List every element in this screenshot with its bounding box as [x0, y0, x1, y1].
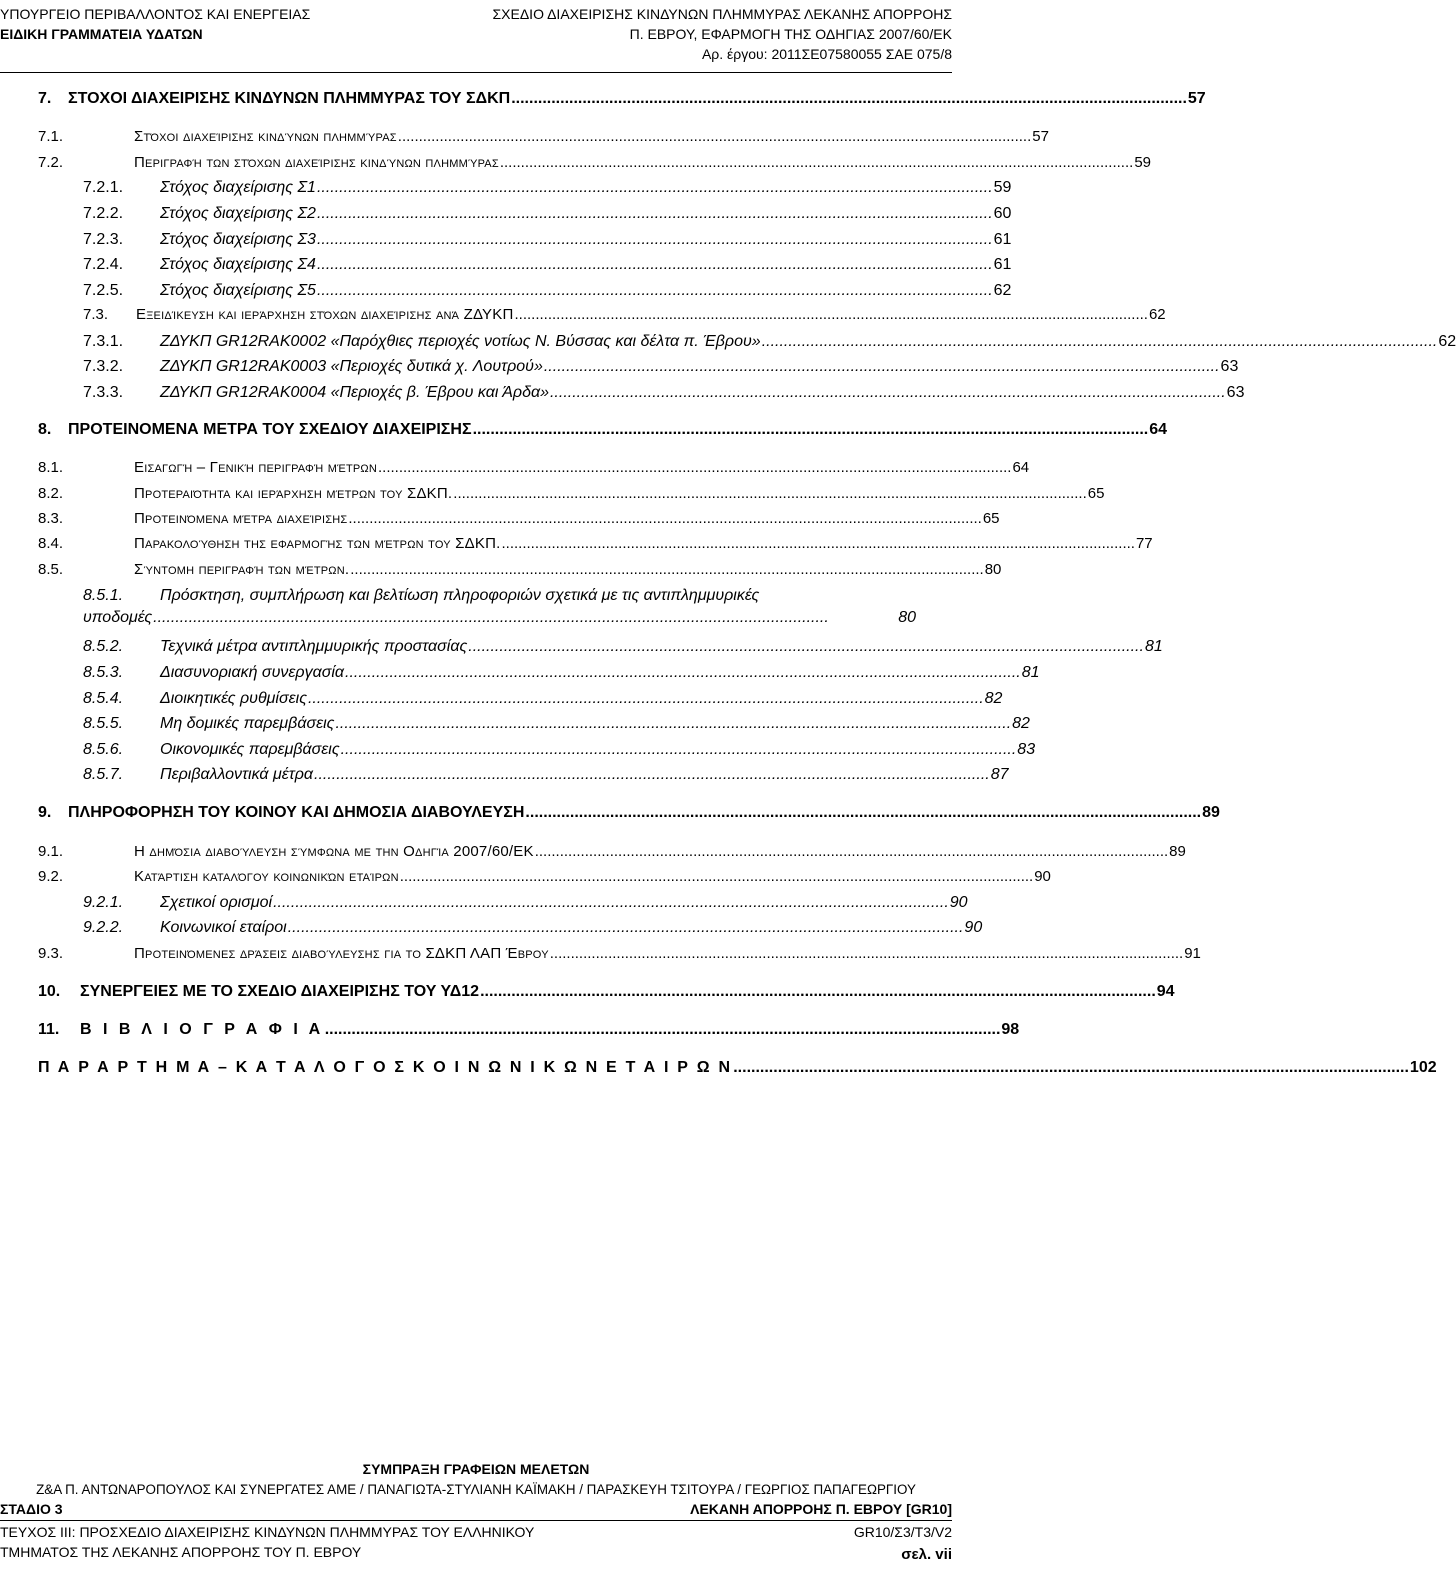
toc-page: 63 — [1220, 358, 1239, 375]
footer-rule — [0, 1520, 952, 1521]
toc-leader: ........................................................................................................................................................ — [549, 384, 1226, 401]
toc-page: 64 — [1149, 421, 1168, 438]
toc-number: 10. — [38, 983, 61, 1000]
volume-title-line1: ΤΕΥΧΟΣ ΙΙΙ: ΠΡΟΣΧΕΔΙΟ ΔΙΑΧΕΙΡΙΣΗΣ ΚΙΝΔΥΝΩΝ ΠΛΗΜΜΥΡΑΣ ΤΟΥ ΕΛΛΗΝΙΚΟΥ — [0, 1524, 535, 1540]
toc-title: ΠΡΟΤΕΙΝΟΜΕΝΑ ΜΕΤΡΑ ΤΟΥ ΣΧΕΔΙΟΥ ΔΙΑΧΕΙΡΙΣΗΣ — [68, 421, 472, 438]
toc-number: 9. — [38, 804, 52, 821]
toc-number: 8.5.5. — [83, 715, 124, 732]
toc-number: 8.4. — [38, 535, 64, 552]
toc-leader: ........................................................................................................................................................ — [468, 638, 1144, 655]
toc-entry[interactable] — [83, 715, 1030, 733]
header-left — [0, 4, 310, 44]
toc-leader: ........................................................................................................................................................ — [511, 90, 1187, 107]
toc-page: 87 — [990, 766, 1009, 783]
toc-title: ΖΔΥΚΠ GR12RAK0004 «Περιοχές β. Έβρου και Άρδα» — [160, 384, 549, 401]
toc-leader: ........................................................................................................................................................ — [453, 485, 1087, 502]
toc-page: 57 — [1187, 90, 1206, 107]
toc-entry[interactable] — [38, 1021, 1020, 1039]
toc-entry[interactable] — [83, 333, 1456, 351]
toc-page: 61 — [993, 256, 1012, 273]
toc-page: 89 — [1202, 804, 1220, 821]
toc-page: 80 — [898, 609, 916, 626]
toc-leader: ........................................................................................................................................................ — [525, 804, 1202, 821]
toc-number: 11. — [38, 1021, 60, 1038]
toc-page: 98 — [1001, 1021, 1020, 1038]
toc-title: Κατάρτιση καταλόγου κοινωνικών εταίρων — [134, 868, 399, 885]
toc-number: 7.2.1. — [83, 179, 124, 196]
toc-entry[interactable] — [38, 485, 1105, 502]
ministry-name: ΥΠΟΥΡΓΕΙΟ ΠΕΡΙΒΑΛΛΟΝΤΟΣ ΚΑΙ ΕΝΕΡΓΕΙΑΣ — [0, 6, 311, 22]
toc-page: 82 — [1012, 715, 1030, 732]
toc-leader: ........................................................................................................................................................ — [472, 421, 1149, 438]
toc-title: ΠΛΗΡΟΦΟΡΗΣΗ ΤΟΥ ΚΟΙΝΟΥ ΚΑΙ ΔΗΜΟΣΙΑ ΔΙΑΒΟΥΛΕΥΣΗ — [68, 804, 525, 821]
project-title-line2: Π. ΕΒΡΟΥ, ΕΦΑΡΜΟΓΗ ΤΗΣ ΟΔΗΓΙΑΣ 2007/60/ΕΚ — [629, 26, 952, 42]
toc-title: Στόχος διαχείρισης Σ1 — [160, 179, 316, 196]
toc-number: 7.2.2. — [83, 205, 124, 222]
toc-number: 8.5.6. — [83, 741, 124, 758]
toc-page: 63 — [1226, 384, 1245, 401]
toc-title-continuation: υποδομές — [83, 609, 153, 626]
toc-entry[interactable] — [38, 804, 1220, 822]
toc-leader: ........................................................................................................................................................ — [378, 459, 1012, 476]
toc-page: 91 — [1184, 945, 1201, 962]
toc-leader: ........................................................................................................................................................ — [335, 715, 1012, 732]
toc-entry[interactable] — [83, 766, 1009, 784]
toc-leader: ........................................................................................................................................................ — [499, 154, 1134, 171]
toc-page: 57 — [1032, 128, 1049, 145]
toc-leader: ........................................................................................................................................................ — [273, 894, 949, 911]
toc-entry-multiline[interactable] — [83, 587, 916, 627]
toc-entry[interactable] — [83, 919, 983, 937]
toc-entry[interactable] — [83, 256, 1012, 274]
toc-page: 62 — [993, 282, 1012, 299]
toc-title: Τεχνικά μέτρα αντιπλημμυρικής προστασίας — [160, 638, 468, 655]
document-code: GR10/Σ3/Τ3/V2 — [853, 1524, 952, 1540]
toc-page: 59 — [993, 179, 1012, 196]
toc-title: Περιβαλλοντικά μέτρα — [160, 766, 314, 783]
toc-number: 7.3.1. — [83, 333, 124, 350]
toc-number: 9.1. — [38, 843, 64, 860]
toc-leader: ........................................................................................................................................................ — [350, 561, 984, 578]
toc-title: ΖΔΥΚΠ GR12RAK0003 «Περιοχές δυτικά χ. Λουτρού» — [160, 358, 543, 375]
toc-title: Διασυνοριακή συνεργασία — [160, 664, 345, 681]
toc-number: 8.5.3. — [83, 664, 124, 681]
toc-number: 7.2.3. — [83, 231, 124, 248]
header-rule — [0, 72, 952, 73]
toc-number: 7.3.3. — [83, 384, 124, 401]
toc-title: Πρόσκτηση, συμπλήρωση και βελτίωση πληροφοριών σχετικά με τις αντιπλημμυρικές — [160, 587, 760, 604]
toc-title: Σχετικοί ορισμοί — [160, 894, 273, 911]
toc-title: Κοινωνικοί εταίροι — [160, 919, 287, 936]
toc-number: 8.5.4. — [83, 690, 124, 707]
volume-title-line2: ΤΜΗΜΑΤΟΣ ΤΗΣ ΛΕΚΑΝΗΣ ΑΠΟΡΡΟΗΣ ΤΟΥ Π. ΕΒΡΟΥ — [0, 1544, 362, 1560]
toc-leader: ........................................................................................................................................................ — [307, 690, 984, 707]
toc-entry[interactable] — [83, 384, 1245, 402]
toc-number: 9.3. — [38, 945, 64, 962]
toc-leader: ........................................................................................................................................................ — [480, 983, 1156, 1000]
secretariat-name: ΕΙΔΙΚΗ ΓΡΑΜΜΑΤΕΙΑ ΥΔΑΤΩΝ — [0, 26, 203, 42]
toc-page: 102 — [1409, 1059, 1437, 1076]
toc-number: 9.2.1. — [83, 894, 124, 911]
toc-entry[interactable] — [83, 894, 968, 912]
page-header — [0, 0, 960, 72]
toc-title: ΣΤΟΧΟΙ ΔΙΑΧΕΙΡΙΣΗΣ ΚΙΝΔΥΝΩΝ ΠΛΗΜΜΥΡΑΣ ΤΟΥ ΣΔΚΠ — [68, 90, 511, 107]
toc-entry[interactable] — [83, 306, 1166, 323]
toc-leader: ........................................................................................................................................................ — [287, 919, 964, 936]
toc-number: 8.5.7. — [83, 766, 124, 783]
header-right — [493, 4, 953, 64]
toc-page: 83 — [1017, 741, 1036, 758]
toc-number: 8. — [38, 421, 52, 438]
toc-title: Εξειδίκευση και ιεράρχηση στόχων διαχείρισης ανά ΖΔΥΚΠ — [136, 306, 514, 323]
toc-number: 8.2. — [38, 485, 64, 502]
toc-leader: ........................................................................................................................................................ — [733, 1059, 1409, 1076]
toc-leader: ........................................................................................................................................................ — [501, 535, 1135, 552]
toc-entry[interactable] — [38, 561, 1002, 578]
toc-page: 77 — [1135, 535, 1153, 552]
toc-leader: ........................................................................................................................................................ — [316, 205, 993, 222]
toc-leader: ........................................................................................................................................................ — [340, 741, 1017, 758]
toc-title: Παρακολούθηση της εφαρμογής των μέτρων του ΣΔΚΠ. — [134, 535, 501, 552]
toc-leader: ........................................................................................................................................................ — [399, 868, 1034, 885]
toc-leader: ........................................................................................................................................................ — [316, 282, 993, 299]
toc-leader: ........................................................................................................................................................ — [316, 256, 993, 273]
toc-number: 8.1. — [38, 459, 64, 476]
project-title-line1: ΣΧΕΔΙΟ ΔΙΑΧΕΙΡΙΣΗΣ ΚΙΝΔΥΝΩΝ ΠΛΗΜΜΥΡΑΣ ΛΕΚΑΝΗΣ ΑΠΟΡΡΟΗΣ — [492, 6, 952, 22]
consortium-members: Ζ&Α Π. ΑΝΤΩΝΑΡΟΠΟΥΛΟΣ ΚΑΙ ΣΥΝΕΡΓΑΤΕΣ ΑΜΕ / ΠΑΝΑΓΙΩΤΑ-ΣΤΥΛΙΑΝΗ ΚΑΪΜΑΚΗ / ΠΑΡΑΣΚΕΥΗ ΤΣΙΤΟΥΡΑ / ΓΕΩΡΓΙΟΣ ΠΑΠΑΓΕΩΡΓΙΟΥ — [36, 1482, 916, 1497]
toc-entry[interactable] — [83, 282, 1012, 300]
toc-entry[interactable] — [83, 664, 1040, 682]
toc-page: 90 — [949, 894, 968, 911]
toc-leader: ........................................................................................................................................................ — [316, 231, 993, 248]
toc-entry[interactable] — [38, 510, 1000, 527]
toc-title: Π Α Ρ Α Ρ Τ Η Μ Α – Κ Α Τ Α Λ Ο Γ Ο Σ Κ Ο Ι Ν Ω Ν Ι Κ Ω Ν Ε Τ Α Ι Ρ Ω Ν — [38, 1059, 733, 1076]
toc-title: Προτεινόμενες δράσεις διαβούλευσης για το ΣΔΚΠ ΛΑΠ Έβρου — [134, 945, 549, 962]
toc-entry[interactable] — [38, 983, 1175, 1001]
toc-page: 65 — [982, 510, 1000, 527]
toc-entry[interactable] — [83, 179, 1012, 197]
toc-entry[interactable] — [38, 1059, 1437, 1077]
toc-title: Περιγραφή των στόχων διαχείρισης κινδύνων πλημμύρας — [134, 154, 499, 171]
toc-page: 80 — [984, 561, 1002, 578]
toc-number: 8.5.1. — [83, 587, 124, 604]
toc-leader: ........................................................................................................................................................ — [397, 128, 1032, 145]
toc-leader: ........................................................................................................................................................ — [324, 1021, 1001, 1038]
toc-title: Μη δομικές παρεμβάσεις — [160, 715, 335, 732]
toc-title: Β Ι Β Λ Ι Ο Γ Ρ Α Φ Ι Α — [80, 1021, 324, 1038]
toc-title: Προτεινόμενα μέτρα διαχείρισης — [134, 510, 348, 527]
toc-entry[interactable] — [38, 843, 1186, 860]
toc-title: Στόχος διαχείρισης Σ2 — [160, 205, 316, 222]
toc-page: 65 — [1087, 485, 1105, 502]
toc-number: 9.2.2. — [83, 919, 124, 936]
toc-leader: ........................................................................................................................................................ — [761, 333, 1438, 350]
toc-page: 90 — [964, 919, 983, 936]
toc-number: 7.3.2. — [83, 358, 124, 375]
toc-entry[interactable] — [83, 231, 1012, 249]
toc-page: 59 — [1134, 154, 1151, 171]
toc-title: Στόχος διαχείρισης Σ3 — [160, 231, 316, 248]
toc-leader: ........................................................................................................................................................ — [345, 664, 1021, 681]
toc-number: 7.3. — [83, 306, 109, 323]
toc-leader: ........................................................................................................................................................ — [549, 945, 1184, 962]
toc-page: 82 — [984, 690, 1003, 707]
toc-number: 8.3. — [38, 510, 64, 527]
toc-entry[interactable] — [38, 421, 1168, 439]
toc-number: 8.5. — [38, 561, 64, 578]
toc-page: 90 — [1034, 868, 1051, 885]
toc-page: 60 — [993, 205, 1012, 222]
toc-title: Στόχοι διαχείρισης κινδύνων πλημμύρας — [134, 128, 397, 145]
toc-page: 62 — [1148, 306, 1166, 323]
toc-page: 64 — [1012, 459, 1030, 476]
stage-label: ΣΤΑΔΙΟ 3 — [0, 1501, 63, 1517]
toc-title: Οικονομικές παρεμβάσεις — [160, 741, 340, 758]
toc-leader: ........................................................................................................................................................ — [153, 609, 829, 626]
toc-entry[interactable] — [38, 868, 1051, 885]
toc-title: Σύντομη περιγραφή των μέτρων. — [134, 561, 350, 578]
toc-title: Στόχος διαχείρισης Σ5 — [160, 282, 316, 299]
toc-number: 7.2. — [38, 154, 64, 171]
toc-page: 89 — [1169, 843, 1186, 860]
toc-title: ΖΔΥΚΠ GR12RAK0002 «Παρόχθιες περιοχές νοτίως Ν. Βύσσας και δέλτα π. Έβρου» — [160, 333, 761, 350]
toc-entry[interactable] — [38, 945, 1201, 962]
toc-title: Προτεραιότητα και ιεράρχηση μέτρων του ΣΔΚΠ. — [134, 485, 453, 502]
toc-leader: ........................................................................................................................................................ — [314, 766, 990, 783]
toc-entry[interactable] — [83, 638, 1163, 656]
toc-entry[interactable] — [38, 154, 1151, 171]
toc-entry[interactable] — [83, 741, 1036, 759]
toc-entry[interactable] — [83, 690, 1003, 708]
toc-number: 7.2.5. — [83, 282, 124, 299]
toc-number: 7.2.4. — [83, 256, 124, 273]
toc-leader: ........................................................................................................................................................ — [514, 306, 1148, 323]
project-number: Αρ. έργου: 2011ΣΕ07580055 ΣΑΕ 075/8 — [701, 46, 952, 62]
consortium-title: ΣΥΜΠΡΑΞΗ ΓΡΑΦΕΙΩΝ ΜΕΛΕΤΩΝ — [362, 1461, 590, 1477]
toc-leader: ........................................................................................................................................................ — [316, 179, 993, 196]
toc-entry[interactable] — [83, 358, 1239, 376]
toc-title: Διοικητικές ρυθμίσεις — [160, 690, 307, 707]
toc-page: 81 — [1021, 664, 1040, 681]
toc-page: 61 — [993, 231, 1012, 248]
toc-title: Η δημόσια διαβούλευση σύμφωνα με την Οδηγία 2007/60/ΕΚ — [134, 843, 534, 860]
toc-page: 81 — [1144, 638, 1163, 655]
toc-title: Στόχος διαχείρισης Σ4 — [160, 256, 316, 273]
toc-leader: ........................................................................................................................................................ — [348, 510, 982, 527]
toc-page: 62 — [1438, 333, 1456, 350]
toc-number: 7.1. — [38, 128, 64, 145]
toc-page: 94 — [1156, 983, 1175, 1000]
toc-title: Εισαγωγή – Γενική περιγραφή μέτρων — [134, 459, 377, 476]
toc-entry[interactable] — [38, 128, 1049, 145]
basin-label: ΛΕΚΑΝΗ ΑΠΟΡΡΟΗΣ Π. ΕΒΡΟΥ [GR10] — [690, 1501, 952, 1517]
toc-entry[interactable] — [83, 205, 1012, 223]
toc-entry[interactable] — [38, 535, 1153, 552]
toc-number: 9.2. — [38, 868, 64, 885]
toc-number: 7. — [38, 90, 52, 107]
toc-entry[interactable] — [38, 459, 1030, 476]
toc-leader: ........................................................................................................................................................ — [543, 358, 1220, 375]
toc-title: ΣΥΝΕΡΓΕΙΕΣ ΜΕ ΤΟ ΣΧΕΔΙΟ ΔΙΑΧΕΙΡΙΣΗΣ ΤΟΥ ΥΔ12 — [80, 983, 480, 1000]
toc-number: 8.5.2. — [83, 638, 124, 655]
page-number: σελ. vii — [901, 1546, 952, 1563]
toc-entry[interactable] — [38, 90, 1206, 108]
toc-leader: ........................................................................................................................................................ — [534, 843, 1169, 860]
